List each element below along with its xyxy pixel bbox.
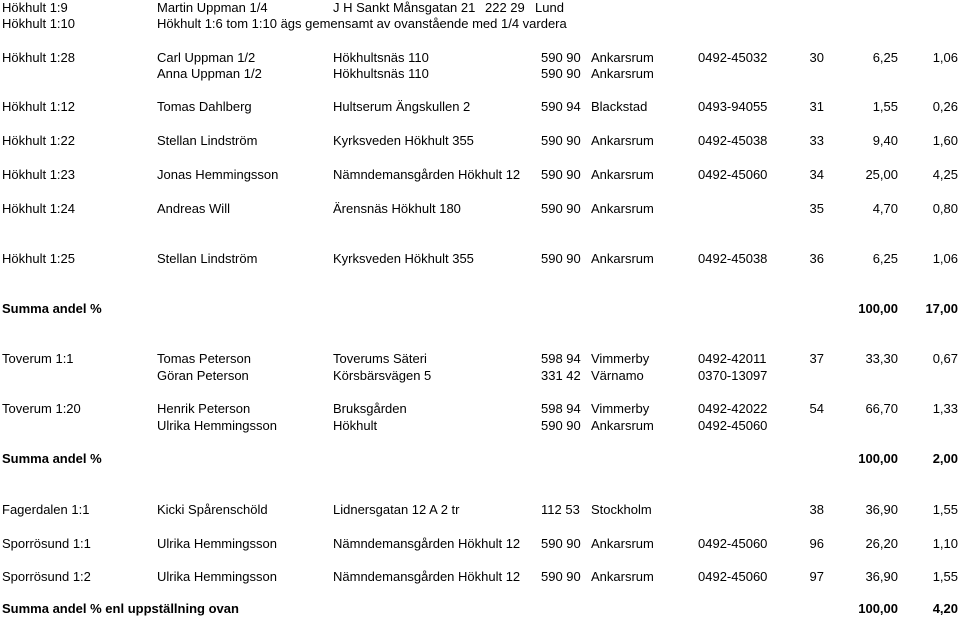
andel-a: 6,25 — [872, 251, 898, 266]
andel-b: 1,06 — [932, 251, 958, 266]
agare: Stellan Lindström — [157, 133, 258, 148]
agare: Tomas Peterson — [157, 351, 251, 366]
fastighet: Sporrösund 1:1 — [2, 536, 91, 551]
telefon: 0492-42022 — [698, 401, 768, 416]
postnr: 590 94 — [541, 99, 581, 114]
adress: Körsbärsvägen 5 — [333, 368, 432, 383]
adress: Kyrksveden Hökhult 355 — [333, 133, 474, 148]
agare: Jonas Hemmingsson — [157, 167, 279, 182]
ort: Ankarsrum — [591, 66, 654, 81]
postnr: 590 90 — [541, 418, 581, 433]
sum-andel-b: 17,00 — [925, 301, 958, 316]
ort: Ankarsrum — [591, 201, 654, 216]
andel-a: 36,90 — [865, 502, 898, 517]
postnr: 590 90 — [541, 66, 581, 81]
table-row — [0, 251, 960, 267]
nr: 96 — [809, 536, 824, 551]
fastighet: Hökhult 1:22 — [2, 133, 75, 148]
table-row — [0, 418, 960, 434]
telefon: 0492-42011 — [698, 351, 767, 366]
andel-a: 4,70 — [872, 201, 898, 216]
table-row — [0, 368, 960, 384]
adress: Kyrksveden Hökhult 355 — [333, 251, 474, 266]
telefon: 0492-45032 — [698, 50, 768, 65]
agare: Ulrika Hemmingsson — [157, 536, 277, 551]
adress: Hökhultsnäs 110 — [333, 66, 429, 81]
agare: Martin Uppman 1/4 — [157, 0, 268, 15]
nr: 35 — [809, 201, 824, 216]
table-row — [0, 351, 960, 367]
sum-row — [0, 451, 960, 467]
andel-a: 25,00 — [865, 167, 898, 182]
table-row — [0, 502, 960, 518]
nr: 38 — [809, 502, 824, 517]
adress: Ärensnäs Hökhult 180 — [333, 201, 461, 216]
ort: Ankarsrum — [591, 569, 654, 584]
andel-a: 66,70 — [865, 401, 898, 416]
postnr: 590 90 — [541, 50, 581, 65]
andel-a: 6,25 — [872, 50, 898, 65]
agare: Henrik Peterson — [157, 401, 251, 416]
sum-andel-b: 4,20 — [932, 601, 958, 616]
table-row — [0, 133, 960, 149]
andel-b: 0,80 — [932, 201, 958, 216]
table-row — [0, 536, 960, 552]
andel-b: 1,33 — [932, 401, 958, 416]
andel-a: 9,40 — [872, 133, 898, 148]
note-text: Hökhult 1:6 tom 1:10 ägs gemensamt av ovanstående med 1/4 vardera — [157, 16, 567, 31]
andel-a: 1,55 — [872, 99, 898, 114]
agare: Carl Uppman 1/2 — [157, 50, 256, 65]
sum-row — [0, 601, 960, 617]
adress: Toverums Säteri — [333, 351, 427, 366]
agare: Kicki Spårenschöld — [157, 502, 268, 517]
top-row — [0, 16, 960, 32]
fastighet: Hökhult 1:9 — [2, 0, 68, 15]
andel-a: 26,20 — [865, 536, 898, 551]
adress: Bruksgården — [333, 401, 407, 416]
telefon: 0492-45060 — [698, 536, 768, 551]
andel-b: 4,25 — [932, 167, 958, 182]
ort: Vimmerby — [591, 401, 650, 416]
andel-b: 1,55 — [932, 569, 958, 584]
agare: Andreas Will — [157, 201, 230, 216]
table-row — [0, 401, 960, 417]
adress: Nämndemansgården Hökhult 12 — [333, 167, 521, 182]
postnr: 222 29 — [485, 0, 525, 15]
agare: Ulrika Hemmingsson — [157, 569, 277, 584]
nr: 33 — [809, 133, 824, 148]
nr: 34 — [809, 167, 824, 182]
agare: Anna Uppman 1/2 — [157, 66, 262, 81]
telefon: 0492-45060 — [698, 167, 768, 182]
postnr: 590 90 — [541, 133, 581, 148]
ort: Värnamo — [591, 368, 644, 383]
telefon: 0492-45060 — [698, 418, 768, 433]
top-row — [0, 0, 960, 16]
fastighet: Hökhult 1:28 — [2, 50, 75, 65]
fastighet: Toverum 1:1 — [2, 351, 74, 366]
nr: 54 — [809, 401, 824, 416]
telefon: 0370-13097 — [698, 368, 768, 383]
postnr: 331 42 — [541, 368, 581, 383]
adress: Hultserum Ängskullen 2 — [333, 99, 471, 114]
nr: 31 — [809, 99, 824, 114]
sum-label: Summa andel % — [2, 451, 102, 466]
telefon: 0493-94055 — [698, 99, 768, 114]
fastighet: Hökhult 1:25 — [2, 251, 75, 266]
table-row — [0, 201, 960, 217]
andel-a: 36,90 — [865, 569, 898, 584]
telefon: 0492-45038 — [698, 251, 768, 266]
ort: Lund — [535, 0, 564, 15]
postnr: 590 90 — [541, 569, 581, 584]
adress: J H Sankt Månsgatan 21 — [333, 0, 476, 15]
ort: Blackstad — [591, 99, 648, 114]
andel-b: 1,06 — [932, 50, 958, 65]
ort: Ankarsrum — [591, 133, 654, 148]
postnr: 598 94 — [541, 351, 581, 366]
nr: 97 — [809, 569, 824, 584]
telefon: 0492-45038 — [698, 133, 768, 148]
ort: Ankarsrum — [591, 50, 654, 65]
adress: Hökhultsnäs 110 — [333, 50, 429, 65]
fastighet: Sporrösund 1:2 — [2, 569, 91, 584]
agare: Stellan Lindström — [157, 251, 258, 266]
adress: Lidnersgatan 12 A 2 tr — [333, 502, 460, 517]
fastighet: Hökhult 1:10 — [2, 16, 75, 31]
telefon: 0492-45060 — [698, 569, 768, 584]
agare: Tomas Dahlberg — [157, 99, 252, 114]
adress: Nämndemansgården Hökhult 12 — [333, 569, 521, 584]
sum-andel-a: 100,00 — [858, 451, 898, 466]
postnr: 590 90 — [541, 167, 581, 182]
sum-row — [0, 301, 960, 317]
table-row — [0, 99, 960, 115]
ort: Vimmerby — [591, 351, 650, 366]
sum-andel-b: 2,00 — [932, 451, 958, 466]
ort: Ankarsrum — [591, 418, 654, 433]
ort: Ankarsrum — [591, 251, 654, 266]
sum-label: Summa andel % enl uppställning ovan — [2, 601, 239, 616]
table-row — [0, 50, 960, 66]
andel-b: 1,60 — [932, 133, 958, 148]
table-row — [0, 569, 960, 585]
table-row — [0, 66, 960, 82]
andel-a: 33,30 — [865, 351, 898, 366]
ort: Ankarsrum — [591, 167, 654, 182]
adress: Hökhult — [333, 418, 378, 433]
nr: 36 — [809, 251, 824, 266]
postnr: 590 90 — [541, 251, 581, 266]
ort: Stockholm — [591, 502, 652, 517]
fastighet: Fagerdalen 1:1 — [2, 502, 90, 517]
andel-b: 0,67 — [932, 351, 958, 366]
fastighet: Toverum 1:20 — [2, 401, 81, 416]
postnr: 112 53 — [541, 502, 580, 517]
andel-b: 0,26 — [932, 99, 958, 114]
postnr: 590 90 — [541, 536, 581, 551]
fastighet: Hökhult 1:24 — [2, 201, 75, 216]
table-row — [0, 167, 960, 183]
sum-label: Summa andel % — [2, 301, 102, 316]
nr: 37 — [809, 351, 824, 366]
fastighet: Hökhult 1:12 — [2, 99, 75, 114]
agare: Göran Peterson — [157, 368, 249, 383]
postnr: 598 94 — [541, 401, 581, 416]
andel-b: 1,10 — [932, 536, 958, 551]
agare: Ulrika Hemmingsson — [157, 418, 277, 433]
postnr: 590 90 — [541, 201, 581, 216]
fastighet: Hökhult 1:23 — [2, 167, 75, 182]
nr: 30 — [809, 50, 824, 65]
adress: Nämndemansgården Hökhult 12 — [333, 536, 521, 551]
andel-b: 1,55 — [932, 502, 958, 517]
sum-andel-a: 100,00 — [858, 601, 898, 616]
sum-andel-a: 100,00 — [858, 301, 898, 316]
ort: Ankarsrum — [591, 536, 654, 551]
